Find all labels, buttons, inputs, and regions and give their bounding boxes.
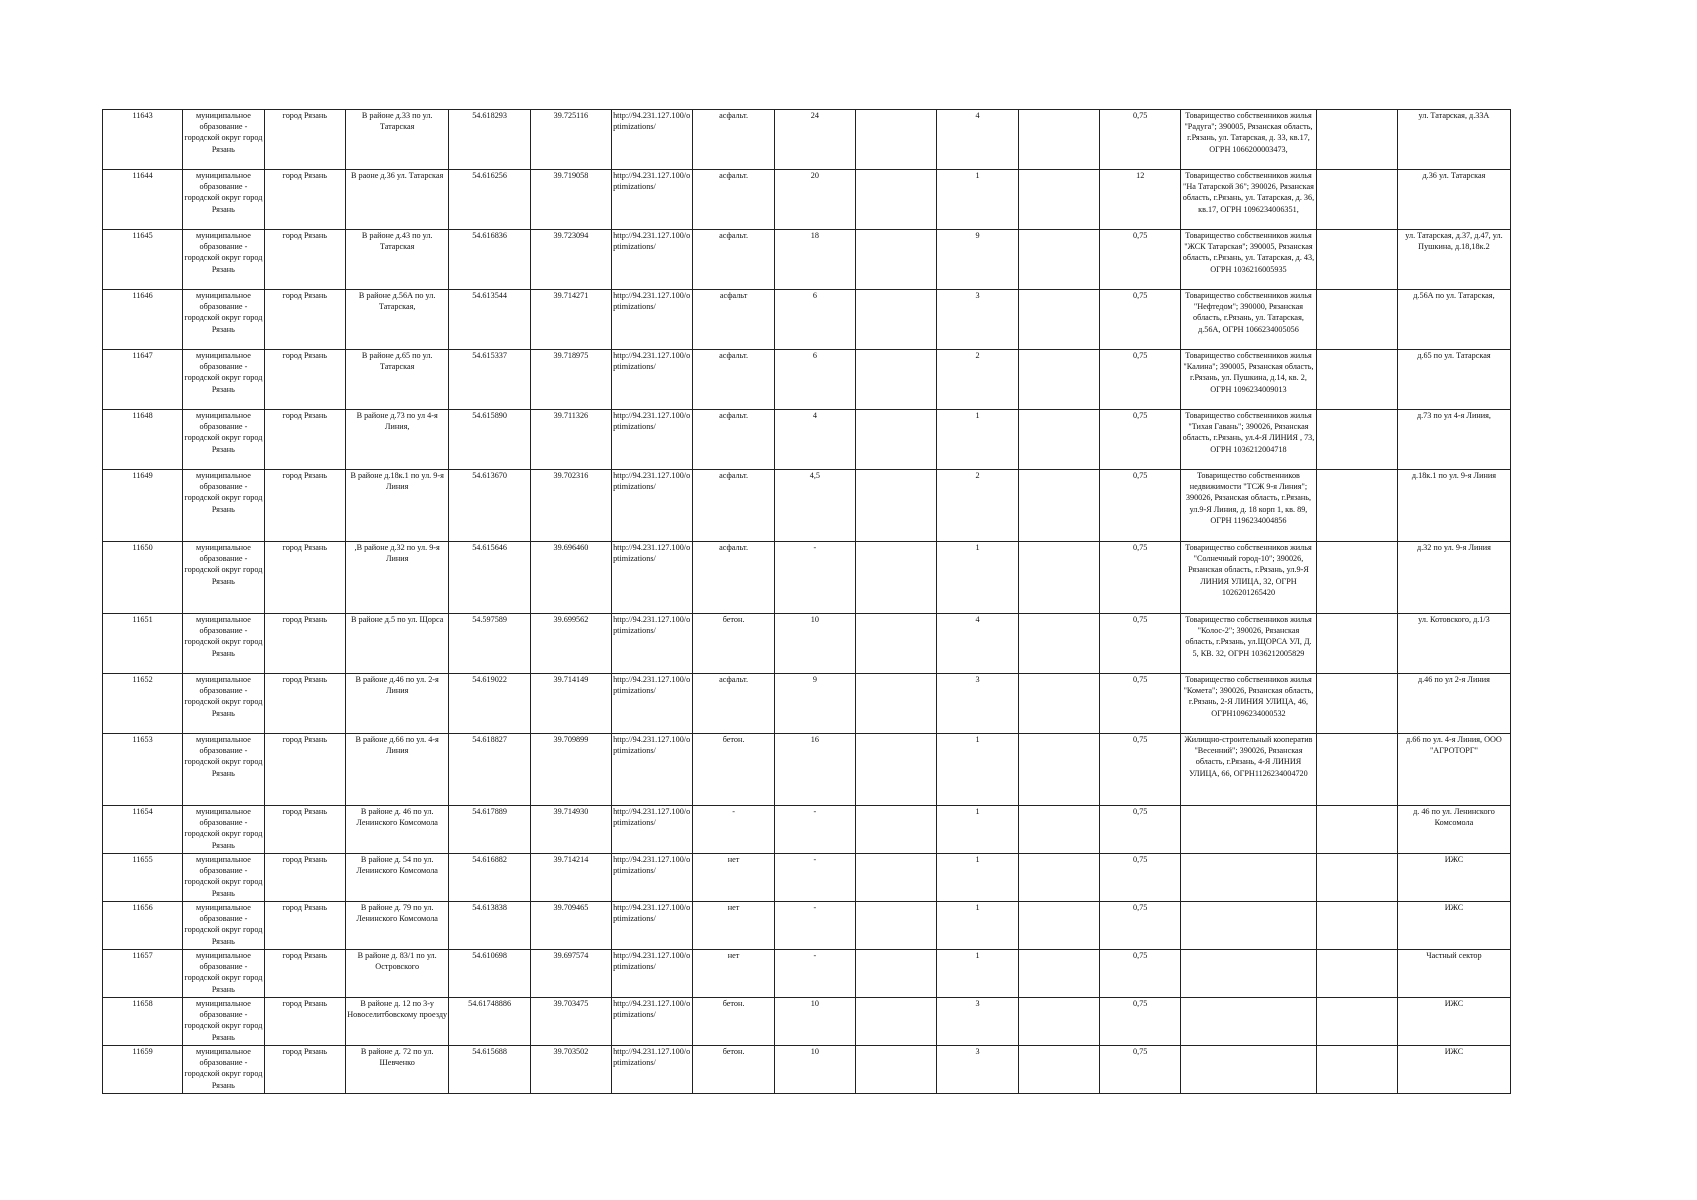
cell-owner (1181, 854, 1316, 902)
cell-latitude: 54.61748886 (449, 998, 530, 1046)
cell-empty-col-12 (1018, 614, 1099, 674)
cell-empty-col-12 (1018, 110, 1099, 170)
cell-empty-col-10 (856, 350, 937, 410)
cell-container-volume: 0,75 (1100, 674, 1181, 734)
cell-empty-col-10 (856, 1046, 937, 1094)
cell-waste-source: д. 46 по ул. Ленинского Комсомола (1397, 806, 1510, 854)
cell-container-volume: 0,75 (1100, 230, 1181, 290)
cell-empty-col-12 (1018, 410, 1099, 470)
cell-site-id: 11653 (103, 734, 183, 806)
cell-surface: бетон. (693, 614, 774, 674)
cell-waste-source: ИЖС (1397, 902, 1510, 950)
cell-location: В районе д.18к.1 по ул. 9-я Линия (345, 470, 449, 542)
cell-site-id: 11645 (103, 230, 183, 290)
table-row (103, 614, 1511, 674)
cell-latitude: 54.613670 (449, 470, 530, 542)
cell-site-id: 11648 (103, 410, 183, 470)
cell-location: В районе д. 46 по ул. Ленинского Комсомола (345, 806, 449, 854)
cell-container-volume: 0,75 (1100, 614, 1181, 674)
cell-owner (1181, 1046, 1316, 1094)
cell-owner: Товарищество собственников жилья "Тихая Гавань"; 390026, Рязанская область, г.Рязань, ул.4-Я ЛИНИЯ , 73, ОГРН 1036212004718 (1181, 410, 1316, 470)
cell-owner: Товарищество собственников жилья "Нефтедом"; 390000, Рязанская область, г.Рязань, ул. Татарская, д.56А, ОГРН 1066234005056 (1181, 290, 1316, 350)
cell-waste-source: д.32 по ул. 9-я Линия (1397, 542, 1510, 614)
cell-city: город Рязань (264, 350, 345, 410)
cell-longitude: 39.709899 (530, 734, 611, 806)
cell-map-link[interactable]: http://94.231.127.100/optimizations/ (612, 674, 693, 734)
cell-waste-source: ул. Татарская, д.33А (1397, 110, 1510, 170)
cell-owner: Товарищество собственников жилья "Радуга"; 390005, Рязанская область, г.Рязань, ул. Татарская, д. 33, кв.17, ОГРН 1066200003473, (1181, 110, 1316, 170)
cell-longitude: 39.703502 (530, 1046, 611, 1094)
table-row (103, 410, 1511, 470)
cell-empty-col-15 (1316, 170, 1397, 230)
cell-site-id: 11650 (103, 542, 183, 614)
cell-location: В районе д. 12 по 3-у Новоселитбовскому проезду (345, 998, 449, 1046)
cell-waste-source: д.56А по ул. Татарская, (1397, 290, 1510, 350)
cell-empty-col-12 (1018, 542, 1099, 614)
cell-municipality: муниципальное образование - городской округ город Рязань (183, 902, 264, 950)
cell-municipality: муниципальное образование - городской округ город Рязань (183, 170, 264, 230)
cell-area: 9 (774, 674, 855, 734)
cell-site-id: 11658 (103, 998, 183, 1046)
cell-location: В районе д. 83/1 по ул. Островского (345, 950, 449, 998)
cell-container-count: 1 (937, 170, 1018, 230)
cell-empty-col-10 (856, 110, 937, 170)
cell-empty-col-12 (1018, 950, 1099, 998)
cell-empty-col-15 (1316, 542, 1397, 614)
cell-latitude: 54.619022 (449, 674, 530, 734)
cell-container-volume: 0,75 (1100, 290, 1181, 350)
cell-empty-col-15 (1316, 998, 1397, 1046)
cell-empty-col-12 (1018, 854, 1099, 902)
cell-location: В районе д.56А по ул. Татарская, (345, 290, 449, 350)
cell-surface: асфальт. (693, 170, 774, 230)
cell-owner: Товарищество собственников жилья "Колос-2"; 390026, Рязанская область, г.Рязань, ул.ЩОРСА УЛ, Д. 5, КВ. 32, ОГРН 1036212005829 (1181, 614, 1316, 674)
cell-container-volume: 0,75 (1100, 998, 1181, 1046)
cell-waste-source: ул. Котовского, д.1/3 (1397, 614, 1510, 674)
cell-container-volume: 0,75 (1100, 542, 1181, 614)
cell-waste-source: д.65 по ул. Татарская (1397, 350, 1510, 410)
cell-city: город Рязань (264, 542, 345, 614)
cell-latitude: 54.616256 (449, 170, 530, 230)
cell-location: В районе д.43 по ул. Татарская (345, 230, 449, 290)
cell-waste-source: ул. Татарская, д.37, д.47, ул. Пушкина, д.18,18к.2 (1397, 230, 1510, 290)
cell-empty-col-15 (1316, 614, 1397, 674)
cell-city: город Рязань (264, 854, 345, 902)
cell-empty-col-10 (856, 170, 937, 230)
cell-map-link[interactable]: http://94.231.127.100/optimizations/ (612, 110, 693, 170)
cell-city: город Рязань (264, 950, 345, 998)
cell-longitude: 39.703475 (530, 998, 611, 1046)
cell-area: - (774, 854, 855, 902)
table-row (103, 350, 1511, 410)
cell-city: город Рязань (264, 1046, 345, 1094)
cell-municipality: муниципальное образование - городской округ город Рязань (183, 350, 264, 410)
cell-municipality: муниципальное образование - городской округ город Рязань (183, 734, 264, 806)
cell-site-id: 11651 (103, 614, 183, 674)
cell-surface: бетон. (693, 1046, 774, 1094)
table-row (103, 170, 1511, 230)
cell-map-link[interactable]: http://94.231.127.100/optimizations/ (612, 290, 693, 350)
cell-empty-col-12 (1018, 350, 1099, 410)
cell-longitude: 39.697574 (530, 950, 611, 998)
cell-longitude: 39.702316 (530, 470, 611, 542)
cell-map-link[interactable]: http://94.231.127.100/optimizations/ (612, 170, 693, 230)
cell-site-id: 11649 (103, 470, 183, 542)
cell-surface: асфальт. (693, 470, 774, 542)
cell-city: город Рязань (264, 806, 345, 854)
cell-owner: Товарищество собственников жилья "Калина"; 390005, Рязанская область, г.Рязань, ул. Пушкина, д.14, кв. 2, ОГРН 1096234009013 (1181, 350, 1316, 410)
cell-latitude: 54.618827 (449, 734, 530, 806)
cell-waste-source: Частный сектор (1397, 950, 1510, 998)
cell-owner: Жилищно-строительный кооператив "Весенний"; 390026, Рязанская область, г.Рязань, 4-Я ЛИНИЯ УЛИЦА, 66, ОГРН1126234004720 (1181, 734, 1316, 806)
cell-location: В районе д.46 по ул. 2-я Линия (345, 674, 449, 734)
cell-empty-col-12 (1018, 674, 1099, 734)
cell-surface: бетон. (693, 998, 774, 1046)
cell-area: 24 (774, 110, 855, 170)
cell-empty-col-10 (856, 734, 937, 806)
cell-empty-col-15 (1316, 470, 1397, 542)
cell-owner: Товарищество собственников жилья "На Татарской 36"; 390026, Рязанская область, г.Рязань, ул. Татарская, д. 36, кв.17, ОГРН 1096234006351, (1181, 170, 1316, 230)
cell-map-link[interactable]: http://94.231.127.100/optimizations/ (612, 230, 693, 290)
cell-empty-col-10 (856, 854, 937, 902)
cell-site-id: 11659 (103, 1046, 183, 1094)
cell-municipality: муниципальное образование - городской округ город Рязань (183, 674, 264, 734)
cell-location: В районе д.5 по ул. Щорса (345, 614, 449, 674)
cell-surface: нет (693, 902, 774, 950)
cell-latitude: 54.615646 (449, 542, 530, 614)
table-row (103, 110, 1511, 170)
cell-city: город Рязань (264, 110, 345, 170)
cell-empty-col-15 (1316, 410, 1397, 470)
cell-owner: Товарищество собственников недвижимости "ТСЖ 9-я Линия"; 390026, Рязанская область, г.Рязань, ул.9-Я Линия, д. 18 корп 1, кв. 89, ОГРН 1196234004856 (1181, 470, 1316, 542)
table-row (103, 290, 1511, 350)
cell-surface: нет (693, 950, 774, 998)
cell-map-link[interactable]: http://94.231.127.100/optimizations/ (612, 998, 693, 1046)
cell-city: город Рязань (264, 998, 345, 1046)
cell-container-volume: 12 (1100, 170, 1181, 230)
cell-surface: бетон. (693, 734, 774, 806)
cell-empty-col-15 (1316, 350, 1397, 410)
cell-waste-source: д.18к.1 по ул. 9-я Линия (1397, 470, 1510, 542)
cell-latitude: 54.616836 (449, 230, 530, 290)
cell-map-link[interactable]: http://94.231.127.100/optimizations/ (612, 614, 693, 674)
cell-map-link[interactable]: http://94.231.127.100/optimizations/ (612, 350, 693, 410)
cell-empty-col-12 (1018, 470, 1099, 542)
cell-empty-col-12 (1018, 170, 1099, 230)
cell-container-volume: 0,75 (1100, 854, 1181, 902)
cell-surface: - (693, 806, 774, 854)
cell-area: - (774, 902, 855, 950)
cell-longitude: 39.711326 (530, 410, 611, 470)
cell-empty-col-12 (1018, 902, 1099, 950)
cell-area: - (774, 542, 855, 614)
cell-map-link[interactable]: http://94.231.127.100/optimizations/ (612, 542, 693, 614)
cell-empty-col-10 (856, 806, 937, 854)
cell-location: В районе д.73 по ул 4-я Линия, (345, 410, 449, 470)
cell-map-link[interactable]: http://94.231.127.100/optimizations/ (612, 734, 693, 806)
cell-longitude: 39.714214 (530, 854, 611, 902)
cell-owner (1181, 806, 1316, 854)
cell-site-id: 11656 (103, 902, 183, 950)
cell-longitude: 39.696460 (530, 542, 611, 614)
cell-surface: асфальт. (693, 410, 774, 470)
cell-latitude: 54.618293 (449, 110, 530, 170)
cell-map-link[interactable]: http://94.231.127.100/optimizations/ (612, 470, 693, 542)
cell-location: В районе д. 79 по ул. Ленинского Комсомола (345, 902, 449, 950)
cell-container-count: 4 (937, 110, 1018, 170)
registry-table-body (103, 110, 1511, 1094)
cell-site-id: 11644 (103, 170, 183, 230)
cell-empty-col-10 (856, 230, 937, 290)
cell-latitude: 54.613544 (449, 290, 530, 350)
table-row (103, 734, 1511, 806)
table-row (103, 998, 1511, 1046)
cell-map-link[interactable]: http://94.231.127.100/optimizations/ (612, 902, 693, 950)
cell-waste-source: д.73 по ул 4-я Линия, (1397, 410, 1510, 470)
cell-site-id: 11647 (103, 350, 183, 410)
cell-location: В районе д. 72 по ул. Шевченко (345, 1046, 449, 1094)
cell-map-link[interactable]: http://94.231.127.100/optimizations/ (612, 950, 693, 998)
cell-owner (1181, 998, 1316, 1046)
cell-empty-col-12 (1018, 290, 1099, 350)
cell-waste-source: д.46 по ул 2-я Линия (1397, 674, 1510, 734)
cell-map-link[interactable]: http://94.231.127.100/optimizations/ (612, 854, 693, 902)
cell-container-count: 2 (937, 470, 1018, 542)
cell-empty-col-10 (856, 998, 937, 1046)
table-row (103, 854, 1511, 902)
cell-latitude: 54.617889 (449, 806, 530, 854)
cell-city: город Рязань (264, 410, 345, 470)
cell-location: В районе д.66 по ул. 4-я Линия (345, 734, 449, 806)
cell-container-count: 3 (937, 674, 1018, 734)
cell-waste-source: д.36 ул. Татарская (1397, 170, 1510, 230)
cell-municipality: муниципальное образование - городской округ город Рязань (183, 110, 264, 170)
cell-waste-source: д.66 по ул. 4-я Линия, ООО "АГРОТОРГ" (1397, 734, 1510, 806)
cell-empty-col-15 (1316, 674, 1397, 734)
cell-container-volume: 0,75 (1100, 806, 1181, 854)
cell-surface: асфальт. (693, 542, 774, 614)
registry-table (102, 109, 1511, 1094)
cell-surface: асфальт. (693, 674, 774, 734)
cell-empty-col-15 (1316, 950, 1397, 998)
cell-location: В районе д.65 по ул. Татарская (345, 350, 449, 410)
cell-municipality: муниципальное образование - городской округ город Рязань (183, 806, 264, 854)
cell-surface: асфальт. (693, 230, 774, 290)
cell-empty-col-15 (1316, 806, 1397, 854)
cell-owner: Товарищество собственников жилья "Комета"; 390026, Рязанская область, г.Рязань, 2-Я ЛИНИЯ УЛИЦА, 46, ОГРН1096234000532 (1181, 674, 1316, 734)
table-row (103, 674, 1511, 734)
cell-surface: нет (693, 854, 774, 902)
cell-map-link[interactable]: http://94.231.127.100/optimizations/ (612, 1046, 693, 1094)
cell-empty-col-10 (856, 410, 937, 470)
cell-empty-col-10 (856, 902, 937, 950)
cell-owner (1181, 950, 1316, 998)
cell-empty-col-10 (856, 614, 937, 674)
cell-empty-col-10 (856, 674, 937, 734)
cell-empty-col-12 (1018, 230, 1099, 290)
cell-area: 18 (774, 230, 855, 290)
cell-area: 4,5 (774, 470, 855, 542)
table-row (103, 1046, 1511, 1094)
cell-empty-col-10 (856, 542, 937, 614)
cell-municipality: муниципальное образование - городской округ город Рязань (183, 542, 264, 614)
cell-container-count: 3 (937, 1046, 1018, 1094)
cell-latitude: 54.597589 (449, 614, 530, 674)
cell-longitude: 39.718975 (530, 350, 611, 410)
cell-area: 4 (774, 410, 855, 470)
cell-site-id: 11654 (103, 806, 183, 854)
cell-city: город Рязань (264, 230, 345, 290)
cell-empty-col-10 (856, 470, 937, 542)
cell-latitude: 54.615337 (449, 350, 530, 410)
cell-municipality: муниципальное образование - городской округ город Рязань (183, 1046, 264, 1094)
cell-container-count: 1 (937, 902, 1018, 950)
cell-latitude: 54.615688 (449, 1046, 530, 1094)
cell-area: 10 (774, 998, 855, 1046)
cell-container-count: 1 (937, 854, 1018, 902)
cell-owner: Товарищество собственников жилья "ЖСК Татарская"; 390005, Рязанская область, г.Рязань, ул. Татарская, д. 43, ОГРН 1036216005935 (1181, 230, 1316, 290)
cell-container-count: 9 (937, 230, 1018, 290)
cell-container-count: 1 (937, 734, 1018, 806)
cell-owner (1181, 902, 1316, 950)
cell-surface: асфальт. (693, 110, 774, 170)
cell-site-id: 11657 (103, 950, 183, 998)
cell-waste-source: ИЖС (1397, 854, 1510, 902)
cell-municipality: муниципальное образование - городской округ город Рязань (183, 854, 264, 902)
cell-municipality: муниципальное образование - городской округ город Рязань (183, 230, 264, 290)
cell-empty-col-15 (1316, 854, 1397, 902)
cell-site-id: 11655 (103, 854, 183, 902)
cell-container-count: 4 (937, 614, 1018, 674)
cell-area: - (774, 950, 855, 998)
cell-owner: Товарищество собственников жилья "Солнечный город-10"; 390026, Рязанская область, г.Рязань, ул.9-Я ЛИНИЯ УЛИЦА, 32, ОГРН 1026201265420 (1181, 542, 1316, 614)
table-row (103, 806, 1511, 854)
cell-empty-col-15 (1316, 230, 1397, 290)
cell-map-link[interactable]: http://94.231.127.100/optimizations/ (612, 806, 693, 854)
cell-container-count: 3 (937, 998, 1018, 1046)
cell-empty-col-15 (1316, 734, 1397, 806)
cell-city: город Рязань (264, 614, 345, 674)
cell-container-count: 2 (937, 350, 1018, 410)
cell-empty-col-12 (1018, 806, 1099, 854)
cell-empty-col-15 (1316, 290, 1397, 350)
cell-area: 6 (774, 350, 855, 410)
cell-area: 20 (774, 170, 855, 230)
cell-municipality: муниципальное образование - городской округ город Рязань (183, 998, 264, 1046)
cell-empty-col-15 (1316, 1046, 1397, 1094)
table-row (103, 902, 1511, 950)
cell-container-volume: 0,75 (1100, 902, 1181, 950)
cell-empty-col-15 (1316, 902, 1397, 950)
cell-container-volume: 0,75 (1100, 950, 1181, 998)
cell-empty-col-12 (1018, 734, 1099, 806)
cell-location: В районе д.33 по ул. Татарская (345, 110, 449, 170)
cell-container-count: 1 (937, 806, 1018, 854)
cell-container-count: 1 (937, 542, 1018, 614)
cell-longitude: 39.714149 (530, 674, 611, 734)
cell-longitude: 39.725116 (530, 110, 611, 170)
cell-municipality: муниципальное образование - городской округ город Рязань (183, 290, 264, 350)
cell-municipality: муниципальное образование - городской округ город Рязань (183, 470, 264, 542)
cell-container-volume: 0,75 (1100, 350, 1181, 410)
cell-container-volume: 0,75 (1100, 110, 1181, 170)
cell-area: 16 (774, 734, 855, 806)
cell-container-count: 1 (937, 950, 1018, 998)
cell-area: 10 (774, 614, 855, 674)
cell-municipality: муниципальное образование - городской округ город Рязань (183, 410, 264, 470)
table-row (103, 542, 1511, 614)
cell-empty-col-12 (1018, 1046, 1099, 1094)
cell-city: город Рязань (264, 734, 345, 806)
cell-longitude: 39.714930 (530, 806, 611, 854)
cell-waste-source: ИЖС (1397, 1046, 1510, 1094)
cell-city: город Рязань (264, 170, 345, 230)
cell-surface: асфальт (693, 290, 774, 350)
cell-site-id: 11646 (103, 290, 183, 350)
table-row (103, 950, 1511, 998)
cell-city: город Рязань (264, 470, 345, 542)
cell-container-count: 1 (937, 410, 1018, 470)
cell-municipality: муниципальное образование - городской округ город Рязань (183, 614, 264, 674)
cell-empty-col-12 (1018, 998, 1099, 1046)
cell-location: В районе д. 54 по ул. Ленинского Комсомола (345, 854, 449, 902)
cell-area: 10 (774, 1046, 855, 1094)
cell-container-volume: 0,75 (1100, 1046, 1181, 1094)
cell-city: город Рязань (264, 902, 345, 950)
cell-city: город Рязань (264, 674, 345, 734)
cell-site-id: 11643 (103, 110, 183, 170)
cell-map-link[interactable]: http://94.231.127.100/optimizations/ (612, 410, 693, 470)
cell-latitude: 54.610698 (449, 950, 530, 998)
cell-location: В раоне д.36 ул. Татарская (345, 170, 449, 230)
cell-container-volume: 0,75 (1100, 470, 1181, 542)
cell-surface: асфальт. (693, 350, 774, 410)
cell-longitude: 39.723094 (530, 230, 611, 290)
cell-empty-col-15 (1316, 110, 1397, 170)
cell-longitude: 39.719058 (530, 170, 611, 230)
cell-location: ,В районе д.32 по ул. 9-я Линия (345, 542, 449, 614)
cell-latitude: 54.615890 (449, 410, 530, 470)
cell-latitude: 54.613838 (449, 902, 530, 950)
cell-container-count: 3 (937, 290, 1018, 350)
table-row (103, 230, 1511, 290)
cell-waste-source: ИЖС (1397, 998, 1510, 1046)
cell-area: 6 (774, 290, 855, 350)
cell-latitude: 54.616882 (449, 854, 530, 902)
cell-longitude: 39.714271 (530, 290, 611, 350)
cell-area: - (774, 806, 855, 854)
cell-empty-col-10 (856, 290, 937, 350)
cell-container-volume: 0,75 (1100, 734, 1181, 806)
cell-city: город Рязань (264, 290, 345, 350)
cell-longitude: 39.709465 (530, 902, 611, 950)
cell-municipality: муниципальное образование - городской округ город Рязань (183, 950, 264, 998)
cell-empty-col-10 (856, 950, 937, 998)
cell-site-id: 11652 (103, 674, 183, 734)
cell-longitude: 39.699562 (530, 614, 611, 674)
cell-container-volume: 0,75 (1100, 410, 1181, 470)
table-row (103, 470, 1511, 542)
